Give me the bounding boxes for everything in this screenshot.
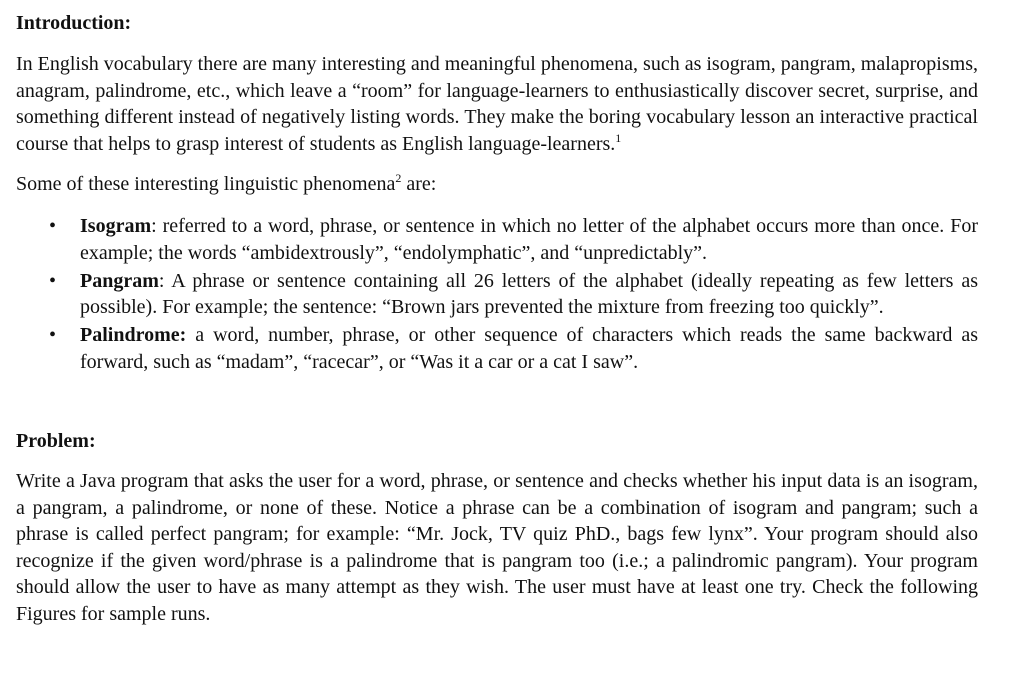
bullet-icon: • <box>49 269 57 292</box>
introduction-text: In English vocabulary there are many interesting and meaningful phenomena, such as isogram, pangram, malapropisms, anagram, palindrome, etc., which leave a “room” for language-learners to enthusiastically discover secret, surprise, and something different instead of negatively listing words. They make the boring vocabulary lesson an interactive practical course that helps to grasp interest of students as English language-learners. <box>16 53 978 155</box>
lead-sentence <box>16 171 978 198</box>
term-palindrome: Palindrome: <box>80 324 187 347</box>
term-pangram: Pangram <box>80 269 159 292</box>
introduction-paragraph <box>16 51 978 157</box>
list-item-isogram <box>16 213 978 266</box>
bullet-icon: • <box>49 215 57 237</box>
definition-isogram: : referred to a word, phrase, or sentence in which no letter of the alphabet occurs more than once. For example; the words “ambidextrously”, “endolymphatic”, and “unpredictably”. <box>80 215 978 264</box>
term-isogram: Isogram <box>80 215 152 237</box>
problem-paragraph: Write a Java program that asks the user for a word, phrase, or sentence and checks whether his input data is an isogram, a pangram, a palindrome, or none of these. Notice a phrase can be a combination of isogram and pangram; such a phrase is called perfect pangram; for example: “Mr. Jock, TV quiz PhD., bags few lynx”. Your program should also recognize if the given word/phrase is a palindrome that is pangram too (i.e.; a palindromic pangram). Your program should allow the user to have as many attempt as they wish. The user must have at least one try. Check the following Figures for sample runs. <box>16 470 978 625</box>
problem-heading: Problem: <box>16 430 96 452</box>
lead-suffix: are: <box>401 173 437 195</box>
footnote-marker-2: 2 <box>395 171 402 185</box>
bullet-icon: • <box>49 324 57 347</box>
list-item-palindrome <box>16 322 978 375</box>
lead-text: Some of these interesting linguistic phenomena <box>16 173 396 195</box>
footnote-marker-1: 1 <box>615 130 622 145</box>
list-item-pangram <box>16 268 978 321</box>
introduction-heading: Introduction: <box>16 12 132 34</box>
definition-pangram: : A phrase or sentence containing all 26 letters of the alphabet (ideally repeating as few letters as possible). For example; the sentence: “Brown jars prevented the mixture from freezing too quickly”. <box>80 269 978 319</box>
definition-palindrome: a word, number, phrase, or other sequence of characters which reads the same backward as forward, such as “madam”, “racecar”, or “Was it a car or a cat I saw”. <box>80 324 978 373</box>
phenomena-list <box>16 213 978 377</box>
